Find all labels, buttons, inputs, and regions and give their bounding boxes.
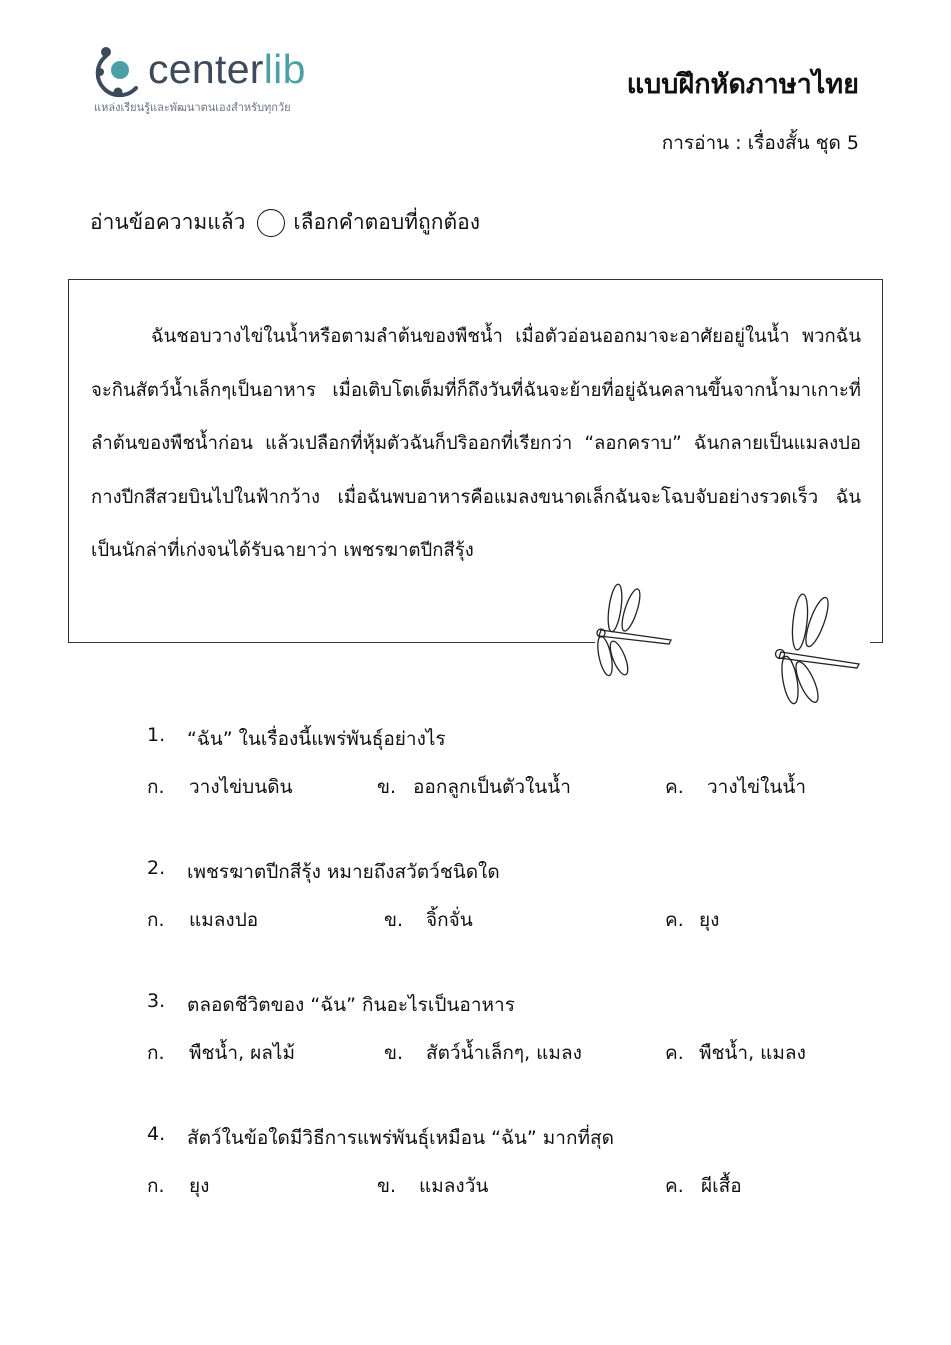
logo-word-center: center: [148, 46, 264, 92]
question-1-option-c[interactable]: [665, 772, 806, 802]
question-4: [147, 1123, 867, 1201]
option-text: จิ้กจั่น: [426, 909, 473, 931]
option-text: แมลงวัน: [419, 1175, 489, 1197]
option-text: พืชน้ำ, ผลไม้: [189, 1042, 296, 1064]
page-subtitle: การอ่าน : เรื่องสั้น ชุด 5: [661, 132, 859, 154]
question-1-option-b[interactable]: [377, 772, 571, 802]
option-letter: ค.: [665, 776, 684, 798]
logo-tagline: แหล่งเรียนรู้และพัฒนาตนเองสำหรับทุกวัย: [94, 101, 291, 114]
question-4-options: [147, 1171, 867, 1201]
option-letter: ข.: [384, 909, 404, 931]
question-3-option-b[interactable]: [384, 1038, 582, 1068]
question-2: [147, 857, 867, 935]
option-letter: ก.: [147, 1175, 165, 1197]
question-3-text: ตลอดชีวิตของ “ฉัน” กินอะไรเป็นอาหาร: [187, 994, 515, 1016]
question-3-options: [147, 1038, 867, 1068]
option-text: ยุง: [699, 909, 720, 931]
instruction-before: อ่านข้อความแล้ว: [90, 210, 246, 234]
page-title: แบบฝึกหัดภาษาไทย: [626, 69, 859, 100]
option-text: ยุง: [189, 1175, 210, 1197]
question-4-number: 4.: [147, 1123, 166, 1145]
instruction-after: เลือกคำตอบที่ถูกต้อง: [293, 210, 480, 234]
question-4-text: สัตว์ในข้อใดมีวิธีการแพร่พันธุ์เหมือน “ฉัน” มากที่สุด: [187, 1127, 614, 1149]
dragonfly-icon: [585, 578, 875, 718]
question-4-option-a[interactable]: [147, 1171, 209, 1201]
logo-wordmark: [148, 46, 306, 93]
question-2-number: 2.: [147, 857, 166, 879]
option-text: วางไข่บนดิน: [189, 776, 293, 798]
question-3-option-a[interactable]: [147, 1038, 295, 1068]
answer-circle-icon: [257, 209, 285, 237]
option-letter: ค.: [665, 909, 684, 931]
passage-text: ฉันชอบวางไข่ในน้ำหรือตามลำต้นของพืชน้ำ เมื่อตัวอ่อนออกมาจะอาศัยอยู่ในน้ำ พวกฉันจะกินสัตว์น้ำเล็กๆเป็นอาหาร เมื่อเติบโตเต็มที่ก็ถึงวันที่ฉันจะย้ายที่อยู่ฉันคลานขึ้นจากน้ำมาเกาะที่ลำต้นของพืชน้ำก่อน แล้วเปลือกที่หุ้มตัวฉันก็ปริออกที่เรียกว่า “ลอกคราบ” ฉันกลายเป็นแมลงปอกางปีกสีสวยบินไปในฟ้ากว้าง เมื่อฉันพบอาหารคือแมลงขนาดเล็กฉันจะโฉบจับอย่างรวดเร็ว ฉันเป็นนักล่าที่เก่งจนได้รับฉายาว่า เพชรฆาตปีกสีรุ้ง: [91, 326, 861, 561]
question-3-option-c[interactable]: [665, 1038, 806, 1068]
question-1-option-a[interactable]: [147, 772, 293, 802]
centerlib-logo: [92, 42, 352, 116]
instruction: [90, 206, 480, 239]
option-letter: ก.: [147, 1042, 165, 1064]
question-3: [147, 990, 867, 1068]
option-letter: ก.: [147, 909, 165, 931]
option-text: สัตว์น้ำเล็กๆ, แมลง: [426, 1042, 582, 1064]
question-2-option-c[interactable]: [665, 905, 719, 935]
question-1-stem: [147, 724, 867, 754]
question-2-options: [147, 905, 867, 935]
option-text: ออกลูกเป็นตัวในน้ำ: [413, 776, 571, 798]
option-letter: ข.: [384, 1042, 404, 1064]
option-text: ผีเสื้อ: [701, 1175, 742, 1197]
question-1-options: [147, 772, 867, 802]
question-3-stem: [147, 990, 867, 1020]
question-2-text: เพชรฆาตปีกสีรุ้ง หมายถึงสวัตว์ชนิดใด: [187, 861, 500, 883]
question-1-number: 1.: [147, 724, 166, 746]
option-letter: ข.: [377, 1175, 397, 1197]
question-1-text: “ฉัน” ในเรื่องนี้แพร่พันธุ์อย่างไร: [187, 728, 446, 750]
option-letter: ค.: [665, 1175, 684, 1197]
option-text: วางไข่ในน้ำ: [707, 776, 807, 798]
option-letter: ข.: [377, 776, 397, 798]
question-3-number: 3.: [147, 990, 166, 1012]
question-2-stem: [147, 857, 867, 887]
logo-word-lib: lib: [263, 46, 306, 92]
question-4-stem: [147, 1123, 867, 1153]
option-text: พืชน้ำ, แมลง: [699, 1042, 806, 1064]
question-4-option-b[interactable]: [377, 1171, 488, 1201]
option-letter: ก.: [147, 776, 165, 798]
option-letter: ค.: [665, 1042, 684, 1064]
question-4-option-c[interactable]: [665, 1171, 742, 1201]
option-text: แมลงปอ: [189, 909, 259, 931]
question-1: [147, 724, 867, 802]
centerlib-logo-icon: [92, 42, 148, 98]
question-2-option-a[interactable]: [147, 905, 258, 935]
question-2-option-b[interactable]: [384, 905, 473, 935]
